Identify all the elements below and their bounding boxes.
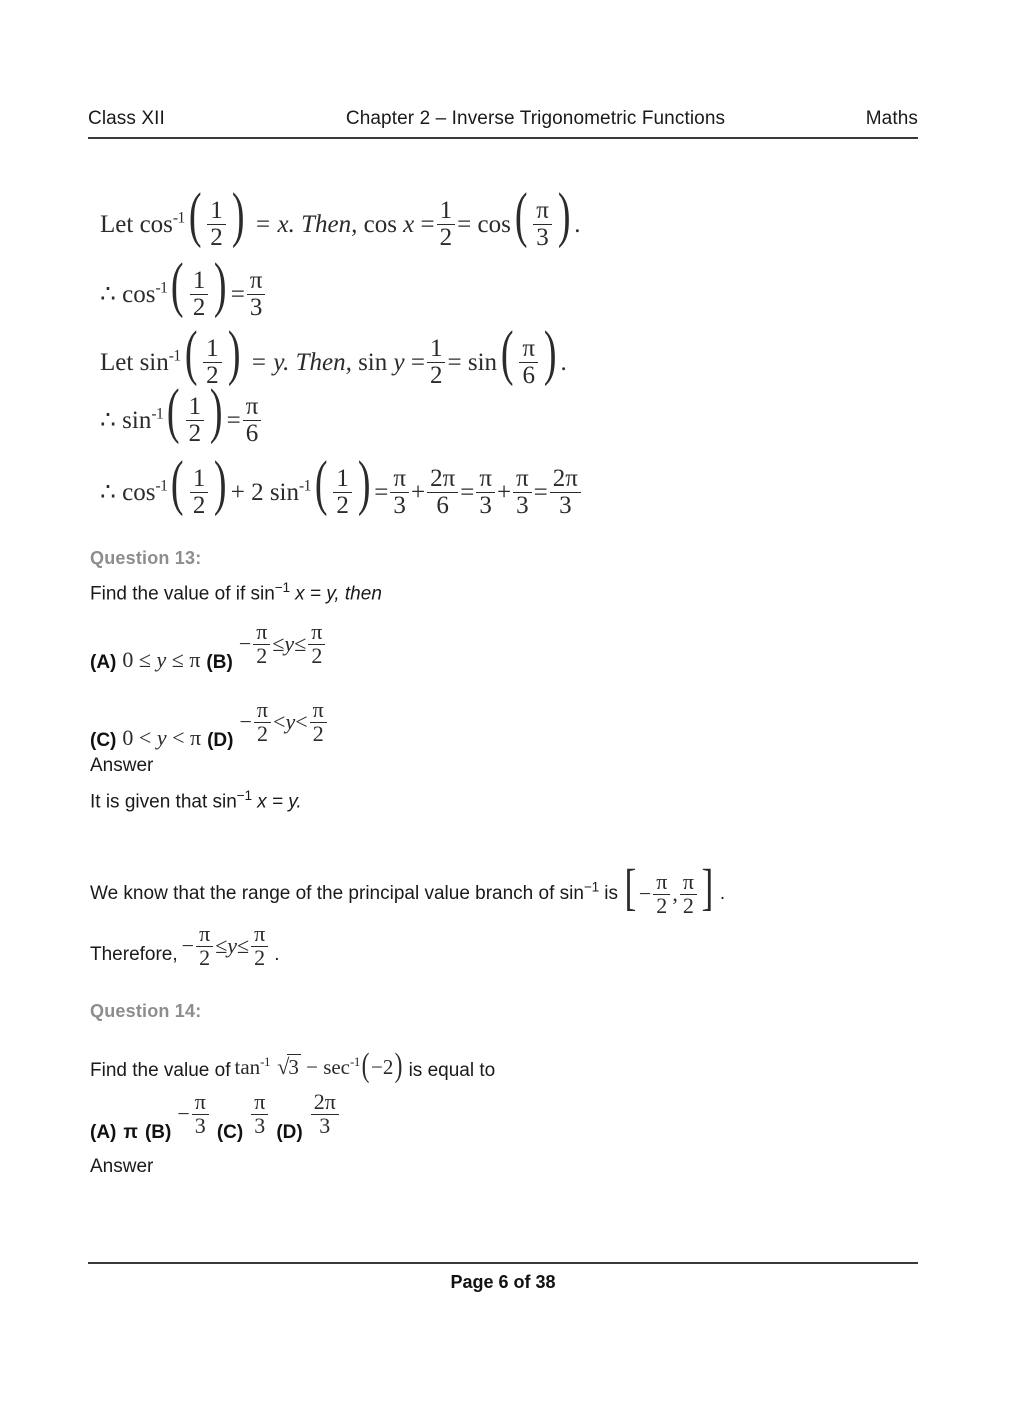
question-14-formula: $\tan^{-1} √3 - \sec^{-1}(-2)$	[234, 1046, 403, 1084]
fraction-term-5	[550, 466, 581, 518]
fraction-denominator: 6	[245, 419, 259, 447]
fraction-2pi-over-3	[311, 1091, 339, 1137]
option-value-d[interactable]	[303, 1089, 347, 1139]
solution-line-4-prefix: ∴ sin	[100, 407, 152, 434]
inverse-exponent: -1	[299, 477, 311, 495]
question-14-prompt-suffix: is equal to	[408, 1060, 496, 1082]
solution-line-1-prefix: Let cos	[100, 211, 173, 238]
fraction-numerator: π	[192, 1091, 209, 1114]
option-value-a[interactable]: π	[123, 1121, 138, 1143]
header-subject-label: Maths	[865, 108, 918, 129]
option-tag-a[interactable]: (A)	[90, 1121, 117, 1143]
solution-line-4-eq: =	[226, 407, 241, 434]
option-value-c[interactable]: 0 < y < π	[122, 724, 202, 750]
paren-left: (	[361, 1046, 370, 1084]
fraction-numerator: 1	[207, 198, 226, 225]
fraction-denominator: 3	[194, 1112, 206, 1138]
solution-line-5-eq2: =	[460, 479, 475, 506]
lt-glyph: <	[273, 708, 286, 734]
range-prefix: We know that the range of the principal value branch of sin	[90, 882, 584, 904]
solution-line-1-eq1: =	[420, 211, 435, 238]
paren-left: (	[184, 319, 198, 388]
solution-line-1-mid: = x. Then,	[254, 211, 358, 238]
solution-line-5-eq3: =	[533, 479, 548, 506]
fraction-denominator: 2	[254, 944, 266, 970]
fraction-numerator: π	[680, 871, 697, 894]
fraction-numerator: 2π	[311, 1091, 339, 1114]
paren-left: (	[314, 449, 328, 518]
le-glyph: ≤	[215, 932, 228, 958]
lt-glyph: <	[172, 724, 185, 750]
option-tag-c[interactable]: (C)	[216, 1121, 244, 1143]
paren-left: (	[171, 449, 184, 518]
minus-glyph: −	[306, 1055, 318, 1079]
pi-glyph: π	[189, 646, 201, 672]
option-tag-a[interactable]: (A)	[90, 651, 117, 673]
bracket-left: [	[624, 859, 637, 916]
fraction-denominator: 2	[656, 892, 668, 918]
solution-line-1-eq2: = cos	[457, 211, 511, 238]
fraction-numerator: π	[308, 621, 325, 644]
header-class-label: Class XII	[88, 108, 165, 129]
fraction-one-half	[207, 198, 226, 250]
solution-line-1-end: .	[574, 211, 581, 238]
solution-line-5-prefix: ∴ cos	[100, 479, 156, 506]
fraction-denominator: 2	[256, 720, 268, 746]
paren-right: )	[357, 449, 371, 518]
solution-line-1-var2: x	[403, 211, 415, 238]
option-tag-b[interactable]: (B)	[206, 651, 233, 673]
option-tag-d[interactable]: (D)	[276, 1121, 303, 1143]
fraction-denominator: 3	[479, 491, 492, 519]
question-13-prompt	[90, 580, 382, 605]
option-value-a[interactable]: 0 ≤ y ≤ π	[122, 646, 201, 672]
fraction-pi-over-3	[251, 1091, 268, 1137]
inverse-exponent: -1	[155, 279, 168, 297]
fraction-numerator: π	[251, 1091, 268, 1114]
fraction-denominator: 6	[436, 491, 449, 519]
solution-line-3-fn2: sin	[358, 349, 388, 376]
fraction-denominator: 2	[256, 642, 268, 668]
solution-line-2-prefix: ∴ cos	[100, 281, 156, 308]
question-13-prompt-prefix: Find the value of if sin	[90, 583, 275, 605]
therefore-value: − $\frac{\pi}{2}$ ≤y≤ $\frac{\pi}{2}$	[178, 925, 275, 971]
fraction-numerator: π	[653, 871, 670, 894]
question-13-range-line	[90, 859, 726, 926]
fraction-numerator: 1	[427, 336, 446, 363]
fraction-denominator: 2	[188, 419, 202, 447]
fraction-numerator: 1	[437, 198, 456, 225]
fraction-denominator: 2	[312, 720, 324, 746]
inverse-exponent: -1	[168, 347, 181, 365]
inverse-exponent: -1	[350, 1054, 360, 1069]
fraction-denominator: 2	[192, 293, 206, 321]
option-value-b[interactable]: − $\frac{\pi}{2}$ ≤y≤ $\frac{\pi}{2}$	[233, 623, 334, 669]
fraction-one-half	[190, 268, 209, 320]
solution-line-3-end: .	[560, 349, 567, 376]
le-glyph: ≤	[237, 932, 250, 958]
fraction-pi-over-3	[533, 198, 552, 250]
inverse-exponent: -1	[151, 405, 164, 423]
fraction-pi-over-3	[192, 1091, 209, 1137]
inverse-exponent: −1	[274, 580, 290, 595]
fraction-one-half	[186, 394, 205, 446]
question-13-options-row-2	[90, 697, 335, 754]
question-13-therefore-line	[90, 921, 280, 978]
minus-glyph: −	[638, 881, 652, 906]
fraction-term-3	[476, 466, 495, 518]
fraction-numerator: π	[243, 394, 262, 421]
header-chapter-title: Chapter 2 – Inverse Trigonometric Functions	[345, 108, 726, 129]
fraction-numerator: 1	[203, 336, 222, 363]
minus-glyph: −	[238, 630, 252, 656]
fraction-denominator: 3	[559, 491, 572, 519]
solution-line-1-fn2: cos	[363, 211, 397, 238]
fraction-term-2	[427, 466, 458, 518]
fraction-numerator: π	[533, 198, 552, 225]
fraction-denominator: 3	[319, 1112, 331, 1138]
question-13-answer-label: Answer	[90, 755, 154, 776]
question-14-answer-label: Answer	[90, 1156, 154, 1177]
fraction-numerator: π	[196, 923, 213, 946]
le-glyph: ≤	[171, 646, 184, 672]
therefore-label: Therefore,	[90, 943, 178, 965]
fraction-numerator: π	[310, 699, 327, 722]
solution-line-5-op1: +	[410, 479, 426, 506]
fraction-numerator: π	[513, 466, 532, 493]
minus-glyph: −	[371, 1055, 383, 1079]
minus-glyph: −	[181, 932, 195, 958]
fraction-pi-over-2	[254, 699, 271, 745]
paren-right: )	[210, 377, 223, 446]
fraction-numerator: 1	[333, 466, 352, 493]
minus-glyph: −	[239, 708, 252, 734]
paren-right: )	[557, 181, 571, 250]
fraction-denominator: 2	[682, 892, 694, 918]
fraction-numerator: π	[390, 466, 409, 493]
fraction-pi-over-6	[243, 394, 262, 446]
given-suffix: x = y.	[251, 791, 302, 813]
fraction-pi-over-2-b	[310, 699, 327, 745]
paren-left: (	[188, 181, 202, 250]
fraction-pi-over-2	[196, 923, 213, 969]
option-value-b[interactable]	[171, 1089, 217, 1139]
solution-line-5-op2: +	[496, 479, 512, 506]
paren-right: )	[543, 319, 557, 388]
option-value-c[interactable]	[243, 1089, 276, 1139]
square-root-of-3: √3	[277, 1054, 299, 1079]
fraction-pi-over-2-b	[308, 621, 325, 667]
footer-divider	[88, 1262, 918, 1264]
question-14-options-row	[90, 1089, 347, 1146]
solution-line-2-eq: =	[230, 281, 245, 308]
fraction-one-half-2	[437, 198, 456, 250]
minus-glyph: −	[177, 1100, 190, 1126]
fraction-numerator: π	[251, 923, 268, 946]
interval-comma: ,	[672, 881, 678, 906]
lt-glyph: <	[295, 708, 308, 734]
fraction-numerator: π	[247, 268, 266, 295]
fraction-numerator: 1	[190, 268, 209, 295]
question-13-given-line	[90, 788, 302, 813]
question-14-heading: Question 14:	[90, 1001, 202, 1021]
solution-line-3-eq2: = sin	[447, 349, 498, 376]
paren-left: (	[171, 251, 184, 320]
solution-line-5-eq1: =	[374, 479, 389, 506]
option-tag-d[interactable]: (D)	[207, 729, 234, 751]
fraction-term-1	[390, 466, 409, 518]
fraction-one-half	[190, 466, 209, 518]
fraction-numerator: π	[476, 466, 495, 493]
option-tag-b[interactable]: (B)	[144, 1121, 172, 1143]
inverse-exponent: -1	[155, 477, 168, 495]
paren-right: )	[214, 449, 227, 518]
fraction-denominator: 2	[210, 223, 223, 251]
paren-right: )	[231, 181, 245, 250]
page-header	[88, 108, 918, 130]
range-interval	[618, 855, 720, 919]
fraction-pi-over-6	[519, 336, 538, 388]
fraction-pi-over-2-right	[680, 871, 697, 917]
fraction-denominator: 2	[336, 491, 349, 519]
header-divider	[88, 137, 918, 139]
le-glyph: ≤	[138, 646, 151, 672]
inverse-exponent: -1	[260, 1054, 270, 1069]
solution-line-3-var2: y	[393, 349, 405, 376]
question-13-options-row-1	[90, 619, 333, 676]
fraction-denominator: 3	[536, 223, 549, 251]
le-glyph: ≤	[272, 630, 285, 656]
fraction-denominator: 3	[393, 491, 406, 519]
fraction-denominator: 6	[522, 361, 535, 389]
solution-line-3-prefix: Let sin	[100, 349, 169, 376]
fraction-one-half-2	[427, 336, 446, 388]
solution-line-4	[100, 378, 263, 448]
fraction-numerator: 2π	[550, 466, 581, 493]
fraction-pi-over-2-b	[251, 923, 268, 969]
solution-line-5	[100, 450, 583, 520]
solution-line-3-eq1: =	[410, 349, 425, 376]
fraction-numerator: 2π	[427, 466, 458, 493]
fraction-numerator: π	[254, 699, 271, 722]
option-tag-c[interactable]: (C)	[90, 729, 117, 751]
fraction-denominator: 2	[429, 361, 443, 389]
paren-right: )	[395, 1046, 403, 1084]
fraction-pi-over-3	[247, 268, 266, 320]
fraction-term-4	[513, 466, 532, 518]
fraction-denominator: 2	[192, 491, 206, 519]
fraction-one-half-2	[333, 466, 352, 518]
fraction-denominator: 3	[254, 1112, 266, 1138]
fraction-denominator: 3	[249, 293, 263, 321]
fraction-numerator: π	[253, 621, 270, 644]
fraction-denominator: 2	[311, 642, 323, 668]
paren-right: )	[227, 319, 241, 388]
fraction-denominator: 2	[206, 361, 219, 389]
pi-glyph: π	[190, 724, 202, 750]
question-13-heading: Question 13:	[90, 548, 202, 568]
question-14-prompt-prefix: Find the value of	[90, 1060, 231, 1082]
fraction-numerator: π	[519, 336, 538, 363]
fraction-denominator: 3	[516, 491, 529, 519]
solution-line-5-plus: + 2 sin	[230, 479, 299, 506]
le-glyph: ≤	[294, 630, 307, 656]
option-value-d[interactable]: − $\frac{\pi}{2}$ <y< $\frac{\pi}{2}$	[234, 701, 335, 747]
fraction-denominator: 2	[439, 223, 453, 251]
paren-left: (	[514, 181, 528, 250]
solution-line-2	[100, 252, 267, 322]
paren-left: (	[500, 319, 514, 388]
lt-glyph: <	[138, 724, 152, 750]
fraction-pi-over-2	[253, 621, 270, 667]
question-14-prompt	[90, 1046, 496, 1090]
paren-right: )	[214, 251, 227, 320]
fraction-numerator: 1	[186, 394, 205, 421]
fraction-pi-over-2-left	[653, 871, 670, 917]
range-end-period: .	[719, 882, 726, 904]
solution-line-1	[100, 182, 581, 252]
paren-left: (	[167, 377, 180, 446]
inverse-exponent: -1	[172, 209, 185, 227]
page-number: Page 6 of 38	[450, 1272, 556, 1292]
fraction-denominator: 2	[199, 944, 211, 970]
question-13-prompt-suffix: x = y, then	[289, 583, 382, 605]
radical-icon: √	[277, 1054, 290, 1079]
bracket-right: ]	[701, 859, 714, 916]
given-prefix: It is given that sin	[90, 791, 237, 813]
therefore-end-period: .	[274, 943, 280, 965]
fraction-numerator: 1	[190, 466, 209, 493]
inverse-exponent: −1	[236, 788, 252, 803]
solution-line-3-mid: = y. Then,	[250, 349, 352, 376]
inverse-exponent: −1	[583, 879, 599, 895]
range-mid: is	[598, 882, 618, 904]
